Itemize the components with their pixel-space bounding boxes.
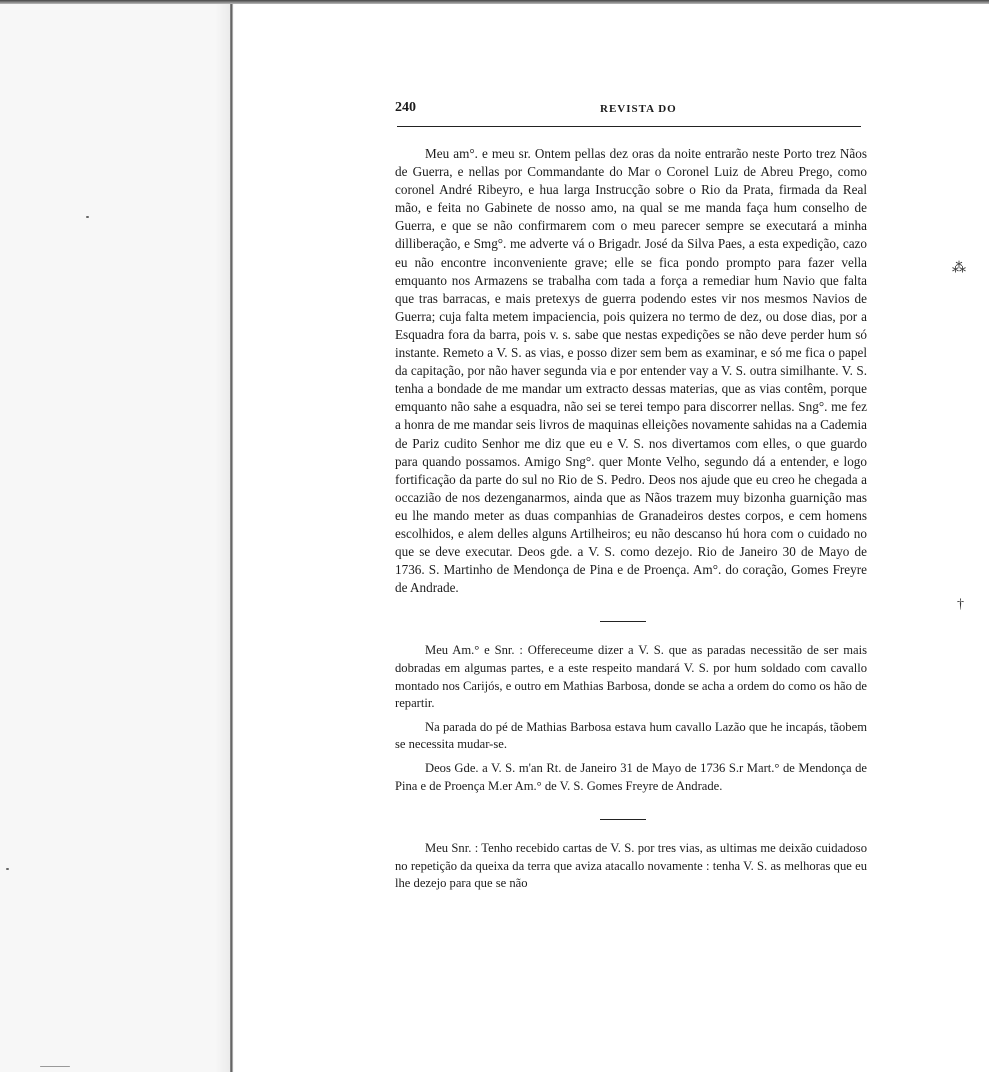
letter-paragraph: Meu am°. e meu sr. Ontem pellas dez oras da noite entrarão neste Porto trez Nãos de Guerra, e nellas por Commandante do Mar o Coronel Luiz de Abreu Prego, como coronel André Ribeyro, e hua larga Instrucção sobre o Rio da Prata, firmada da Real mão, e feita no Gabinete de nosso amo, na qual se me manda faça hum conselho de Guerra, e que se não confirmarem com o meu parecer sempre se executará a minha dilliberação, e Smg°. me adverte vá o Brigadr. José da Silva Paes, a esta expedição, cazo eu não encontre inconveniente grave; elle se fica pondo prompto para fazer vella emquanto nos Armazens se trabalha com tada a força a remediar hum Navio que falta que tras barracas, e mais pretexys de guerra podendo estes vir nos mesmos Navios de Guerra; cuja falta metem impaciencia, pois quizera no termo de dez, ou dose dias, por a Esquadra fora da barra, pois v. s. sabe que nestas expedições se não deve perder hum só instante. Remeto a V. S. as vias, e posso dizer sem bem as examinar, e só me fica o papel da capitação, por não haver segunda via e por entender vay a V. S. outra similhante. V. S. tenha a bondade de me mandar um extracto dessas materias, que as vias contêm, porque emquanto não sahe a esquadra, não sei se terei tempo para discorrer nellas. Sng°. me fez a honra de me mandar seis livros de maquinas elleições novamente sahidas na a Cademia de Pariz cudito Senhor me diz que eu e V. S. nos divertamos com elles, o que guardo para quando possamos. Amigo Sng°. quer Monte Velho, segundo dá a entender, e logo fortificação da parte do sul no Rio de S. Pedro. Deos nos ajude que eu creo he chegada a occazião de nos dezenganarmos, ainda que as Nãos trazem muy bizonha guarnição mas eu lhe mando meter as duas companhias de Granadeiros destes corpos, e cem homens escolhidos, e alem delles alguns Artilheiros; eu não descanso hú hora com o cuidado no que se deve executar. Deos gde. a V. S. como dezejo. Rio de Janeiro 30 de Mayo de 1736. S. Martinho de Mendonça de Pina e de Proença. Am°. do coração, Gomes Freyre de Andrade. <box>395 146 867 596</box>
letter-paragraph: Na parada do pé de Mathias Barbosa estava hum cavallo Lazão que he incapás, tãobem se necessita mudar-se. <box>395 719 867 752</box>
book-gutter <box>230 0 233 1072</box>
letter-paragraph: Deos Gde. a V. S. m'an Rt. de Janeiro 31 de Mayo de 1736 S.r Mart.° de Mendonça de Pina e de Proença M.er Am.° de V. S. Gomes Freyre de Andrade. <box>395 760 867 793</box>
speck <box>6 868 9 870</box>
margin-mark-dagger: † <box>957 597 964 612</box>
section-separator <box>600 819 646 820</box>
page-number: 240 <box>395 100 416 115</box>
running-head: REVISTA DO <box>600 103 677 115</box>
letter-2 <box>395 642 867 795</box>
section-separator <box>600 621 646 622</box>
page-top-edge <box>0 0 989 4</box>
speck <box>40 1066 70 1067</box>
header-rule <box>397 126 861 127</box>
facing-page <box>0 0 234 1072</box>
speck <box>86 216 89 218</box>
letter-1 <box>395 145 867 597</box>
book-page <box>395 100 867 893</box>
margin-mark-asterism: ⁂ <box>952 261 966 276</box>
letter-paragraph: Meu Snr. : Tenho recebido cartas de V. S. por tres vias, as ultimas me deixão cuidadoso no repetição da queixa da terra que aviza atacallo novamente : tenha V. S. as melhoras que eu lhe dezejo para que se não <box>395 841 867 891</box>
letter-paragraph: Meu Am.° e Snr. : Offereceume dizer a V. S. que as paradas necessitão de ser mais dobradas em algumas partes, e a este respeito mandará V. S. por hum soldado com cavallo montado nos Carijós, e outro em Mathias Barbosa, donde se acha a ordem do como os hão de repartir. <box>395 643 867 711</box>
page-header <box>395 100 867 122</box>
letter-3 <box>395 840 867 893</box>
